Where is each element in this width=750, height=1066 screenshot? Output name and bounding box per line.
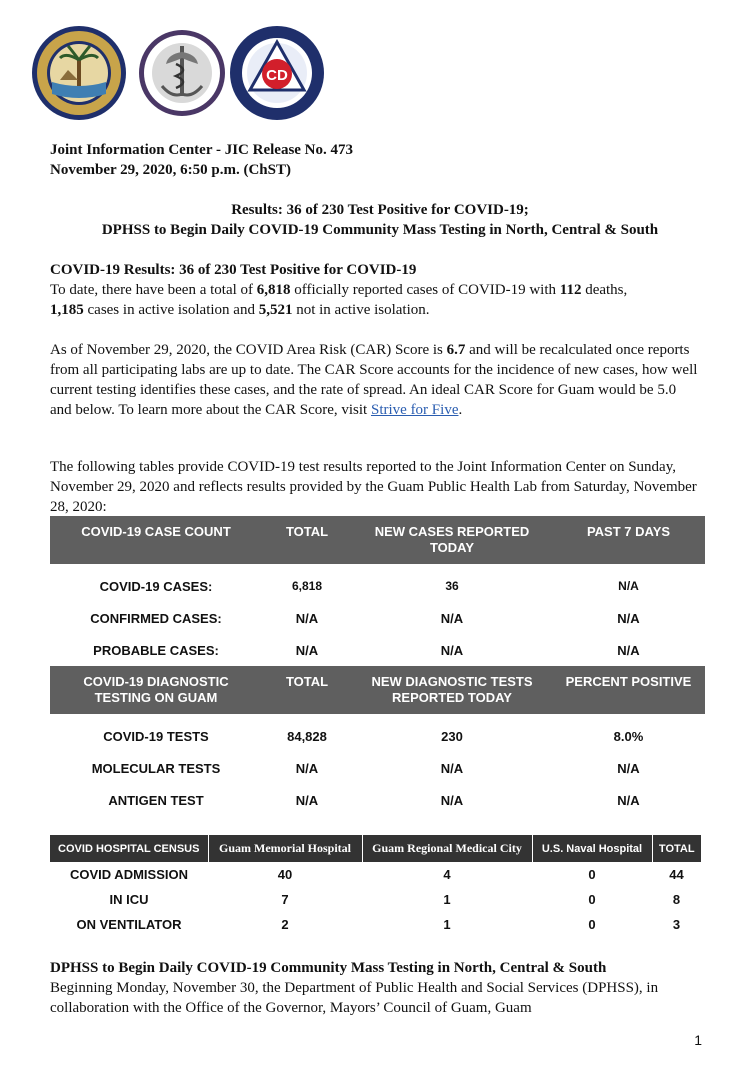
civil-defense-seal-logo (228, 24, 326, 122)
header-cell: Guam Regional Medical City (362, 835, 532, 862)
cell-value: 1 (443, 892, 451, 907)
cell-value: 6,818 (291, 579, 323, 593)
cell-value: 1 (443, 917, 451, 932)
cell-value: N/A (295, 642, 319, 658)
cell-value: N/A (440, 792, 464, 808)
cell-value: N/A (617, 760, 640, 776)
table-row (50, 634, 705, 666)
header-cell: COVID HOSPITAL CENSUS (50, 835, 208, 862)
header-cell: PERCENT POSITIVE (552, 666, 705, 714)
paragraph-car-score: As of November 29, 2020, the COVID Area Risk (CAR) Score is 6.7 and will be recalculated once reports from all participating labs are up to date. The CAR Score accounts for the incidence of new cases, how well current testing identifies these cases, and the rate of spread. An ideal CAR Score for Guam would be 5.0 and below. To learn more about the CAR Score, visit Strive for Five. (50, 342, 698, 418)
table-row (50, 862, 701, 887)
page-number: 1 (694, 1032, 702, 1048)
cell-value: 4 (443, 867, 451, 882)
cell-value: 2 (281, 917, 289, 932)
row-label: PROBABLE CASES: (93, 642, 219, 658)
release-number: Joint Information Center - JIC Release No. 473 (50, 142, 354, 158)
table-row (50, 887, 701, 912)
hospital-census-table (50, 835, 701, 937)
paragraph-mass-testing: Beginning Monday, November 30, the Department of Public Health and Social Services (DPHSS), in collaboration with the Office of the Governor, Mayors’ Council of Guam, Guam (50, 980, 659, 1016)
row-label: MOLECULAR TESTS (91, 760, 221, 776)
cell-value: 84,828 (287, 728, 327, 744)
paragraph-case-totals: To date, there have been a total of 6,818 officially reported cases of COVID-19 with 112 deaths, 1,185 cases in active isolation and 5,521 not in active isolation. (50, 282, 628, 318)
row-label: COVID-19 TESTS (103, 728, 209, 744)
cell-value: N/A (618, 579, 639, 593)
cell-value: 8 (672, 892, 681, 907)
header-cell: TOTAL (652, 835, 701, 862)
title-line-1: Results: 36 of 230 Test Positive for COVID-19; (231, 202, 529, 218)
cell-value: N/A (440, 642, 464, 658)
cell-value: 8.0% (613, 728, 644, 744)
release-header (50, 140, 710, 180)
cell-value: N/A (295, 792, 319, 808)
table-row (50, 570, 705, 602)
table-row (50, 720, 705, 752)
cell-value: 0 (588, 867, 596, 882)
header-cell: COVID-19 CASE COUNT (50, 516, 262, 564)
cell-value: 230 (441, 728, 463, 744)
cell-value: N/A (440, 760, 464, 776)
case-and-testing-table (50, 516, 705, 816)
cell-value: N/A (617, 642, 640, 658)
section-heading: DPHSS to Begin Daily COVID-19 Community Mass Testing in North, Central & South (50, 960, 607, 976)
header-cell: Guam Memorial Hospital (208, 835, 362, 862)
row-label: ON VENTILATOR (76, 917, 182, 932)
title-line-2: DPHSS to Begin Daily COVID-19 Community Mass Testing in North, Central & South (101, 222, 659, 238)
hospital-table-header (50, 835, 701, 862)
cell-value: 3 (672, 917, 681, 932)
testing-table-header (50, 666, 705, 714)
header-cell: NEW DIAGNOSTIC TESTS REPORTED TODAY (352, 666, 552, 714)
section-covid-results (50, 260, 710, 320)
cell-value: 0 (588, 892, 596, 907)
row-label: IN ICU (109, 892, 149, 907)
release-datetime: November 29, 2020, 6:50 p.m. (ChST) (50, 162, 291, 178)
release-title (50, 200, 710, 240)
cell-value: 44 (669, 867, 684, 882)
cell-value: 40 (277, 867, 293, 882)
header-cell: COVID-19 DIAGNOSTIC TESTING ON GUAM (50, 666, 262, 714)
row-label: CONFIRMED CASES: (90, 610, 222, 626)
section-heading: COVID-19 Results: 36 of 230 Test Positive for COVID-19 (50, 262, 417, 278)
row-label: ANTIGEN TEST (108, 792, 204, 808)
row-label: COVID ADMISSION (70, 867, 188, 882)
header-cell: U.S. Naval Hospital (532, 835, 652, 862)
header-cell: TOTAL (262, 666, 352, 714)
cell-value: N/A (295, 760, 319, 776)
table-row (50, 602, 705, 634)
cell-value: 7 (281, 892, 289, 907)
cell-value: 0 (588, 917, 596, 932)
table-row (50, 912, 701, 937)
cell-value: N/A (617, 610, 640, 626)
table-row (50, 784, 705, 816)
dphss-seal-logo (138, 24, 226, 122)
paragraph-tables-intro: The following tables provide COVID-19 test results reported to the Joint Information Center on Sunday, November 29, 2020 and reflects results provided by the Guam Public Health Lab from Saturday, November 28, 2020: (50, 459, 697, 515)
cell-value: N/A (295, 610, 319, 626)
case-table-header (50, 516, 705, 564)
strive-for-five-link[interactable]: Strive for Five (370, 402, 459, 418)
section-mass-testing (50, 958, 700, 1018)
governors-seal-logo (30, 24, 128, 122)
header-cell: TOTAL (262, 516, 352, 564)
header-cell: NEW CASES REPORTED TODAY (352, 516, 552, 564)
header-cell: PAST 7 DAYS (552, 516, 705, 564)
cell-value: N/A (440, 610, 464, 626)
table-row (50, 752, 705, 784)
cell-value: 36 (445, 579, 459, 593)
row-label: COVID-19 CASES: (99, 578, 213, 594)
civil-defense-cd-letters: CD (266, 67, 288, 84)
cell-value: N/A (617, 792, 640, 808)
